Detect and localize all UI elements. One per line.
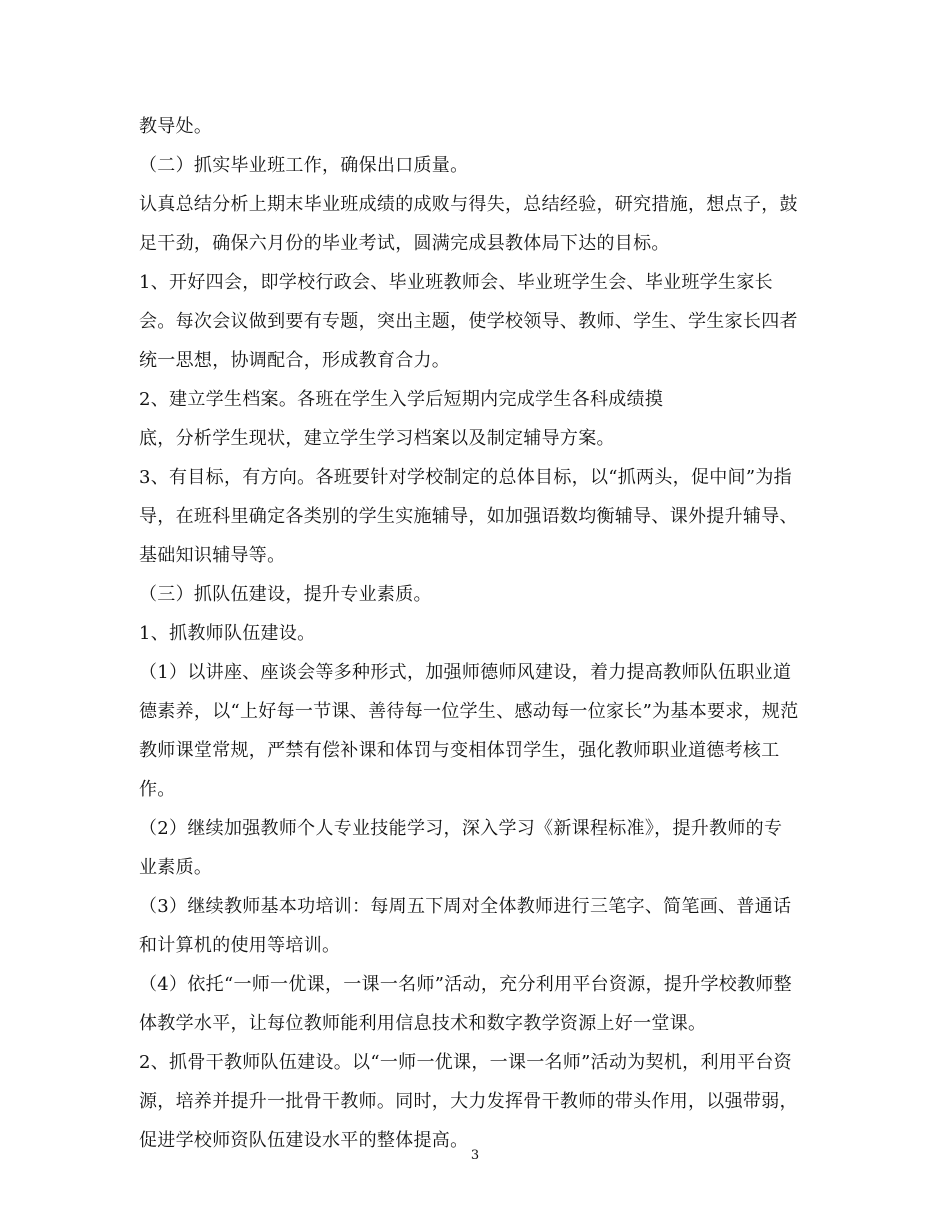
text-line: 底，分析学生现状，建立学生学习档案以及制定辅导方案。 — [139, 428, 615, 449]
text-line: 统一思想，协调配合，形成教育合力。 — [139, 350, 451, 371]
section-heading: （三）抓队伍建设，提升专业素质。 — [139, 584, 432, 605]
text-line: （2）继续加强教师个人专业技能学习，深入学习《新课程标准》，提升教师的专 — [139, 818, 783, 839]
text-line: 基础知识辅导等。 — [139, 545, 286, 566]
text-line: 导，在班科里确定各类别的学生实施辅导，如加强语数均衡辅导、课外提升辅导、 — [139, 506, 798, 527]
text-line: 1、抓教师队伍建设。 — [139, 623, 316, 644]
text-line: 体教学水平，让每位教师能利用信息技术和数字教学资源上好一堂课。 — [139, 1013, 707, 1034]
text-line: 德素养，以“上好每一节课、善待每一位学生、感动每一位家长”为基本要求，规范 — [139, 701, 799, 722]
text-line: 和计算机的使用等培训。 — [139, 935, 341, 956]
text-line: 作。 — [139, 779, 176, 800]
page-number: 3 — [470, 1148, 480, 1163]
text-line: （3）继续教师基本功培训：每周五下周对全体教师进行三笔字、简笔画、普通话 — [139, 896, 792, 917]
text-line: 足干劲，确保六月份的毕业考试，圆满完成县教体局下达的目标。 — [139, 233, 670, 254]
text-line: 源，培养并提升一批骨干教师。同时，大力发挥骨干教师的带头作用，以强带弱， — [139, 1091, 798, 1112]
text-line: 3、有目标，有方向。各班要针对学校制定的总体目标，以“抓两头，促中间”为指 — [139, 467, 792, 488]
text-line: 1、开好四会，即学校行政会、毕业班教师会、毕业班学生会、毕业班学生家长 — [139, 272, 773, 293]
text-line: 教师课堂常规，严禁有偿补课和体罚与变相体罚学生，强化教师职业道德考核工 — [139, 740, 780, 761]
text-line: 2、建立学生档案。各班在学生入学后短期内完成学生各科成绩摸 — [139, 389, 664, 410]
text-line: （4）依托“一师一优课，一课一名师”活动，充分利用平台资源，提升学校教师整 — [139, 974, 792, 995]
section-heading: （二）抓实毕业班工作，确保出口质量。 — [139, 155, 469, 176]
text-line: 教导处。 — [139, 116, 213, 137]
text-line: （1）以讲座、座谈会等多种形式，加强师德师风建设，着力提高教师队伍职业道 — [139, 662, 792, 683]
text-line: 业素质。 — [139, 857, 213, 878]
text-line: 会。每次会议做到要有专题，突出主题，使学校领导、教师、学生、学生家长四者 — [139, 311, 798, 332]
text-line: 认真总结分析上期末毕业班成绩的成败与得失，总结经验，研究措施，想点子，鼓 — [139, 194, 798, 215]
text-line: 2、抓骨干教师队伍建设。以“一师一优课，一课一名师”活动为契机，利用平台资 — [139, 1052, 792, 1073]
text-line: 促进学校师资队伍建设水平的整体提高。 — [139, 1130, 469, 1151]
